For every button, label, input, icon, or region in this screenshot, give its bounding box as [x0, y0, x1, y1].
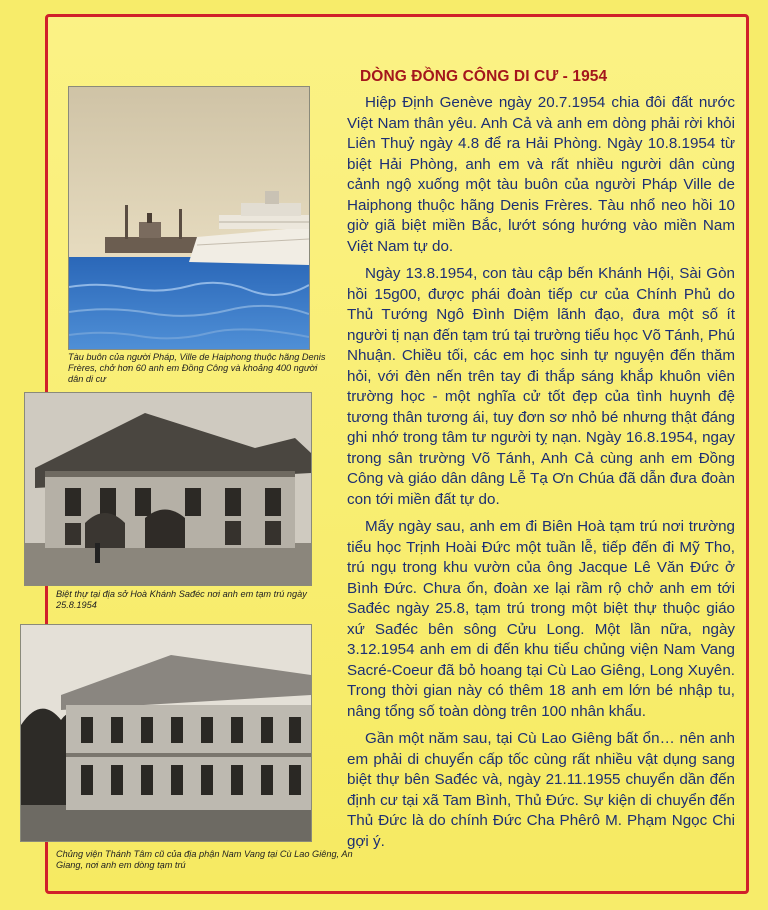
- ship-photo-caption: Tàu buôn của người Pháp, Ville de Haiphong thuộc hãng Denis Frères, chở hơn 60 anh em Đồng Công và khoảng 400 người dân di cư: [68, 352, 326, 384]
- seminary-photo: [20, 624, 312, 842]
- villa-photo: [24, 392, 312, 586]
- article-title: DÒNG ĐỒNG CÔNG DI CƯ - 1954: [360, 68, 608, 85]
- article-paragraph: Mấy ngày sau, anh em đi Biên Hoà tạm trú nơi trường tiểu học Trịnh Hoài Đức một tuần lễ, tiếp đến đi Mỹ Tho, trú ngụ trong khu vườn của ông Jacque Lê Văn Đức ở Bình Đức. Chưa ổn, đoàn xe lại rầm rộ chở anh em tới Sađéc ngày 25.8, tạm trú trong một biệt thự thuộc giáo xứ Sađéc bên sông Cửu Long. Một lần nữa, ngày 3.12.1954 anh em di đến khu tiểu chủng viện Nam Vang Sacré-Coeur đã bỏ hoang tại Cù Lao Giêng, Long Xuyên. Trong thời gian này có thêm 18 anh em lớn bé nhập tu, nâng tổng số toàn dòng trên 100 nhân khẩu.: [347, 518, 735, 720]
- seminary-photo-caption: Chủng viện Thánh Tâm cũ của địa phận Nam Vang tại Cù Lao Giêng, An Giang, nơi anh em dòng tạm trú: [56, 849, 353, 870]
- ship-photo: [68, 86, 310, 350]
- article-paragraph: Gần một năm sau, tại Cù Lao Giêng bất ổn… nên anh em phải di chuyển cấp tốc cùng rất nhiều vật dụng sang biệt thự bên Sađéc và, ngày 21.11.1955 chuyển dần đến định cư tại xã Tam Bình, Thủ Đức. Sự kiện di chuyển đến Thủ Đức là do chính Đức Cha Phêrô M. Phạm Ngọc Chi gợi ý.: [347, 730, 735, 850]
- article-paragraph: Hiệp Định Genève ngày 20.7.1954 chia đôi đất nước Việt Nam thân yêu. Anh Cả và anh em dòng phải rời khỏi Liên Thuỷ ngày 4.8 để ra Hải Phòng. Ngày 10.8.1954 từ biệt Hải Phòng, anh em và rất nhiều người dân cùng cảnh ngộ xuống một tàu buôn của người Pháp Ville de Haiphong thuộc hãng Denis Frères. Tàu nhổ neo hồi 10 giờ giã biệt miền Bắc, lướt sóng hướng vào miền Nam Việt Nam tự do.: [347, 94, 735, 255]
- article-body: [347, 93, 735, 859]
- villa-photo-caption: Biệt thự tại địa sở Hoà Khánh Sađéc nơi anh em tạm trú ngày 25.8.1954: [56, 589, 307, 610]
- article-paragraph: Ngày 13.8.1954, con tàu cập bến Khánh Hội, Sài Gòn hồi 15g00, được phái đoàn tiếp cư của Chính Phủ do Thủ Tướng Ngô Đình Diệm lãnh đạo, đưa một số ít người tị nạn đến tạm trú tại trường tiểu học Võ Tánh, Phú Nhuận. Chiều tối, các em học sinh tự nguyện đến thăm hỏi, với đèn nến trên tay đi thắp sáng khắp khuôn viên trường học - một nghĩa cử tốt đẹp của tình huynh đệ tương thân tương ái, tuy đơn sơ nhỏ bé nhưng thật đáng ghi nhớ trong tâm tư người tỵ nạn. Ngày 16.8.1954, ngay trong sân trường Võ Tánh, Anh Cả cùng anh em Đồng Công và giáo dân dâng Lễ Tạ Ơn Chúa đã dẫn đưa đoàn con tới miền đất tự do.: [347, 265, 735, 508]
